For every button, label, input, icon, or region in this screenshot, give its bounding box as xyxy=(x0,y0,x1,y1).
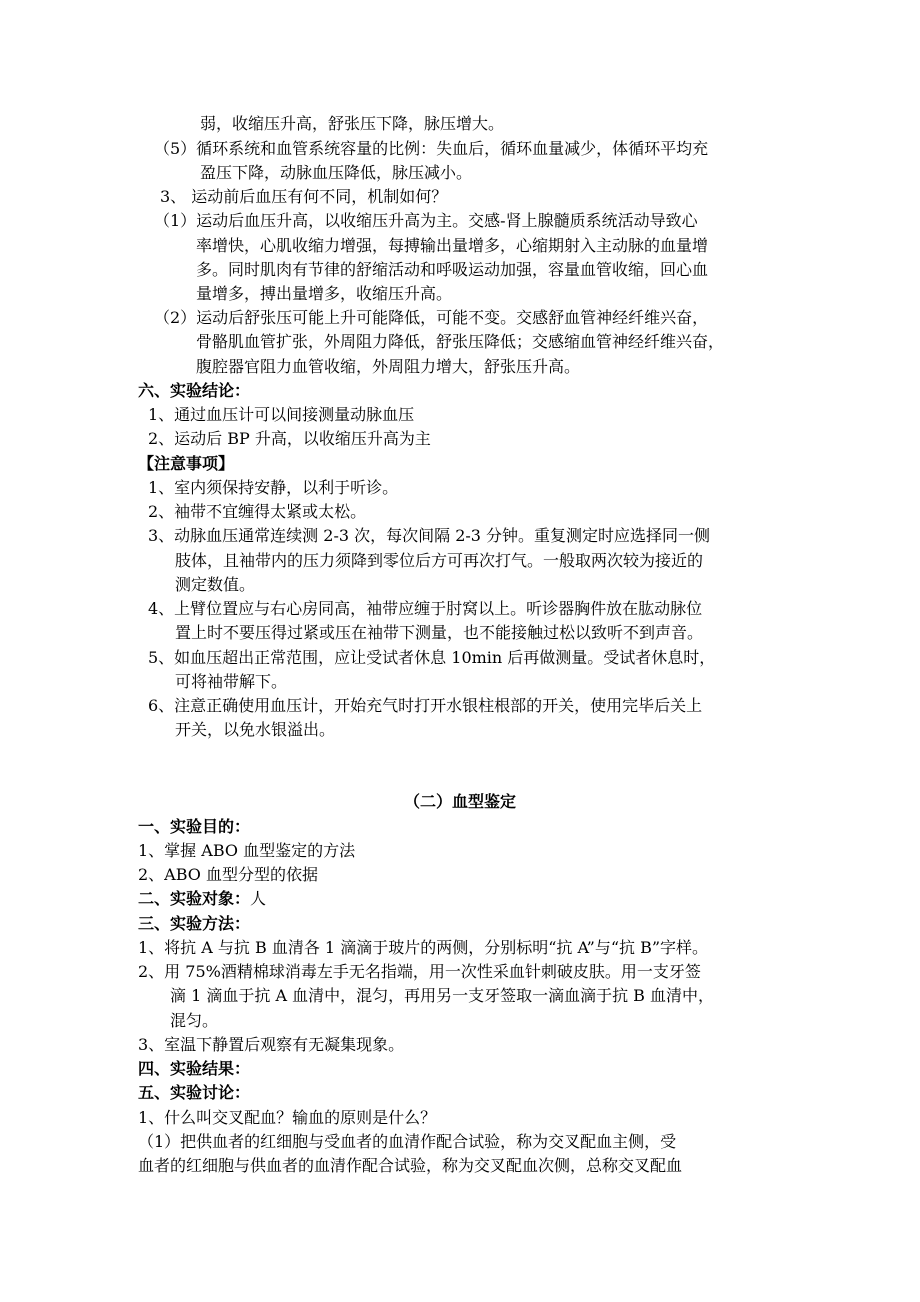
text-line: （2）运动后舒张压可能上升可能降低，可能不变。交感舒血管神经纤维兴奋， xyxy=(154,308,709,327)
note-line: 置上时不要压得过紧或压在袖带下测量，也不能接触过松以致听不到声音。 xyxy=(175,623,704,642)
text-line: 3、 运动前后血压有何不同，机制如何？ xyxy=(160,187,448,206)
discussion-line: 1、什么叫交叉配血？输血的原则是什么？ xyxy=(138,1108,437,1127)
list-item: 1、掌握 ABO 血型鉴定的方法 xyxy=(138,841,356,860)
text-line: 弱，收缩压升高，舒张压下降，脉压增大。 xyxy=(200,114,505,133)
notes-heading: 【注意事项】 xyxy=(138,454,235,473)
method-line: 1、将抗 A 与抗 B 血清各 1 滴滴于玻片的两侧，分别标明“抗 A”与“抗 B”字样。 xyxy=(138,938,709,957)
text-line: （1）运动后血压升高，以收缩压升高为主。交感-肾上腺髓质系统活动导致心 xyxy=(154,211,698,230)
method-heading: 三、实验方法： xyxy=(138,914,251,933)
note-line: 可将袖带解下。 xyxy=(175,672,288,691)
note-line: 测定数值。 xyxy=(175,575,256,594)
subject-line xyxy=(138,887,266,911)
text-line: 腹腔器官阻力血管收缩，外周阻力增大，舒张压升高。 xyxy=(196,357,581,376)
subject-value: 人 xyxy=(250,889,267,908)
result-heading: 四、实验结果： xyxy=(138,1059,251,1078)
method-line: 混匀。 xyxy=(170,1011,219,1030)
note-line: 1、室内须保持安静，以利于听诊。 xyxy=(148,478,399,497)
note-line: 6、注意正确使用血压计，开始充气时打开水银柱根部的开关，使用完毕后关上 xyxy=(148,696,703,715)
section-title: （二）血型鉴定 xyxy=(403,792,516,811)
method-line: 滴 1 滴血于抗 A 血清中，混匀，再用另一支牙签取一滴血滴于抗 B 血清中， xyxy=(170,986,715,1005)
purpose-heading: 一、实验目的： xyxy=(138,817,251,836)
discussion-line: （1）把供血者的红细胞与受血者的血清作配合试验，称为交叉配血主侧，受 xyxy=(138,1132,677,1151)
list-item: 2、运动后 BP 升高，以收缩压升高为主 xyxy=(148,429,431,448)
conclusion-heading: 六、实验结论： xyxy=(138,381,251,400)
note-line: 2、袖带不宜缠得太紧或太松。 xyxy=(148,502,367,521)
discussion-heading: 五、实验讨论： xyxy=(138,1083,251,1102)
note-line: 5、如血压超出正常范围，应让受试者休息 10min 后再做测量。受试者休息时， xyxy=(148,648,716,667)
method-line: 3、室温下静置后观察有无凝集现象。 xyxy=(138,1035,405,1054)
note-line: 开关，以免水银溢出。 xyxy=(175,720,336,739)
note-line: 3、动脉血压通常连续测 2-3 次，每次间隔 2-3 分钟。重复测定时应选择同一侧 xyxy=(148,526,711,545)
note-line: 肢体，且袖带内的压力须降到零位后方可再次打气。一般取两次较为接近的 xyxy=(175,551,704,570)
text-line: 骨骼肌血管扩张，外周阻力降低，舒张压降低；交感缩血管神经纤维兴奋， xyxy=(196,332,725,351)
text-line: 多。同时肌肉有节律的舒缩活动和呼吸运动加强，容量血管收缩，回心血 xyxy=(196,260,709,279)
method-line: 2、用 75%酒精棉球消毒左手无名指端，用一次性采血针刺破皮肤。用一支牙签 xyxy=(138,962,701,981)
list-item: 2、ABO 血型分型的依据 xyxy=(138,865,318,884)
text-line: 盈压下降，动脉血压降低，脉压减小。 xyxy=(200,163,473,182)
text-line: （5）循环系统和血管系统容量的比例：失血后，循环血量减少，体循环平均充 xyxy=(154,139,709,158)
note-line: 4、上臂位置应与右心房同高，袖带应缠于肘窝以上。听诊器胸件放在肱动脉位 xyxy=(148,599,703,618)
text-line: 量增多，搏出量增多，收缩压升高。 xyxy=(196,284,453,303)
discussion-line: 血者的红细胞与供血者的血清作配合试验，称为交叉配血次侧，总称交叉配血 xyxy=(138,1156,683,1175)
text-line: 率增快，心肌收缩力增强，每搏输出量增多，心缩期射入主动脉的血量增 xyxy=(196,236,709,255)
list-item: 1、通过血压计可以间接测量动脉血压 xyxy=(148,405,415,424)
subject-heading: 二、实验对象： xyxy=(138,889,251,908)
